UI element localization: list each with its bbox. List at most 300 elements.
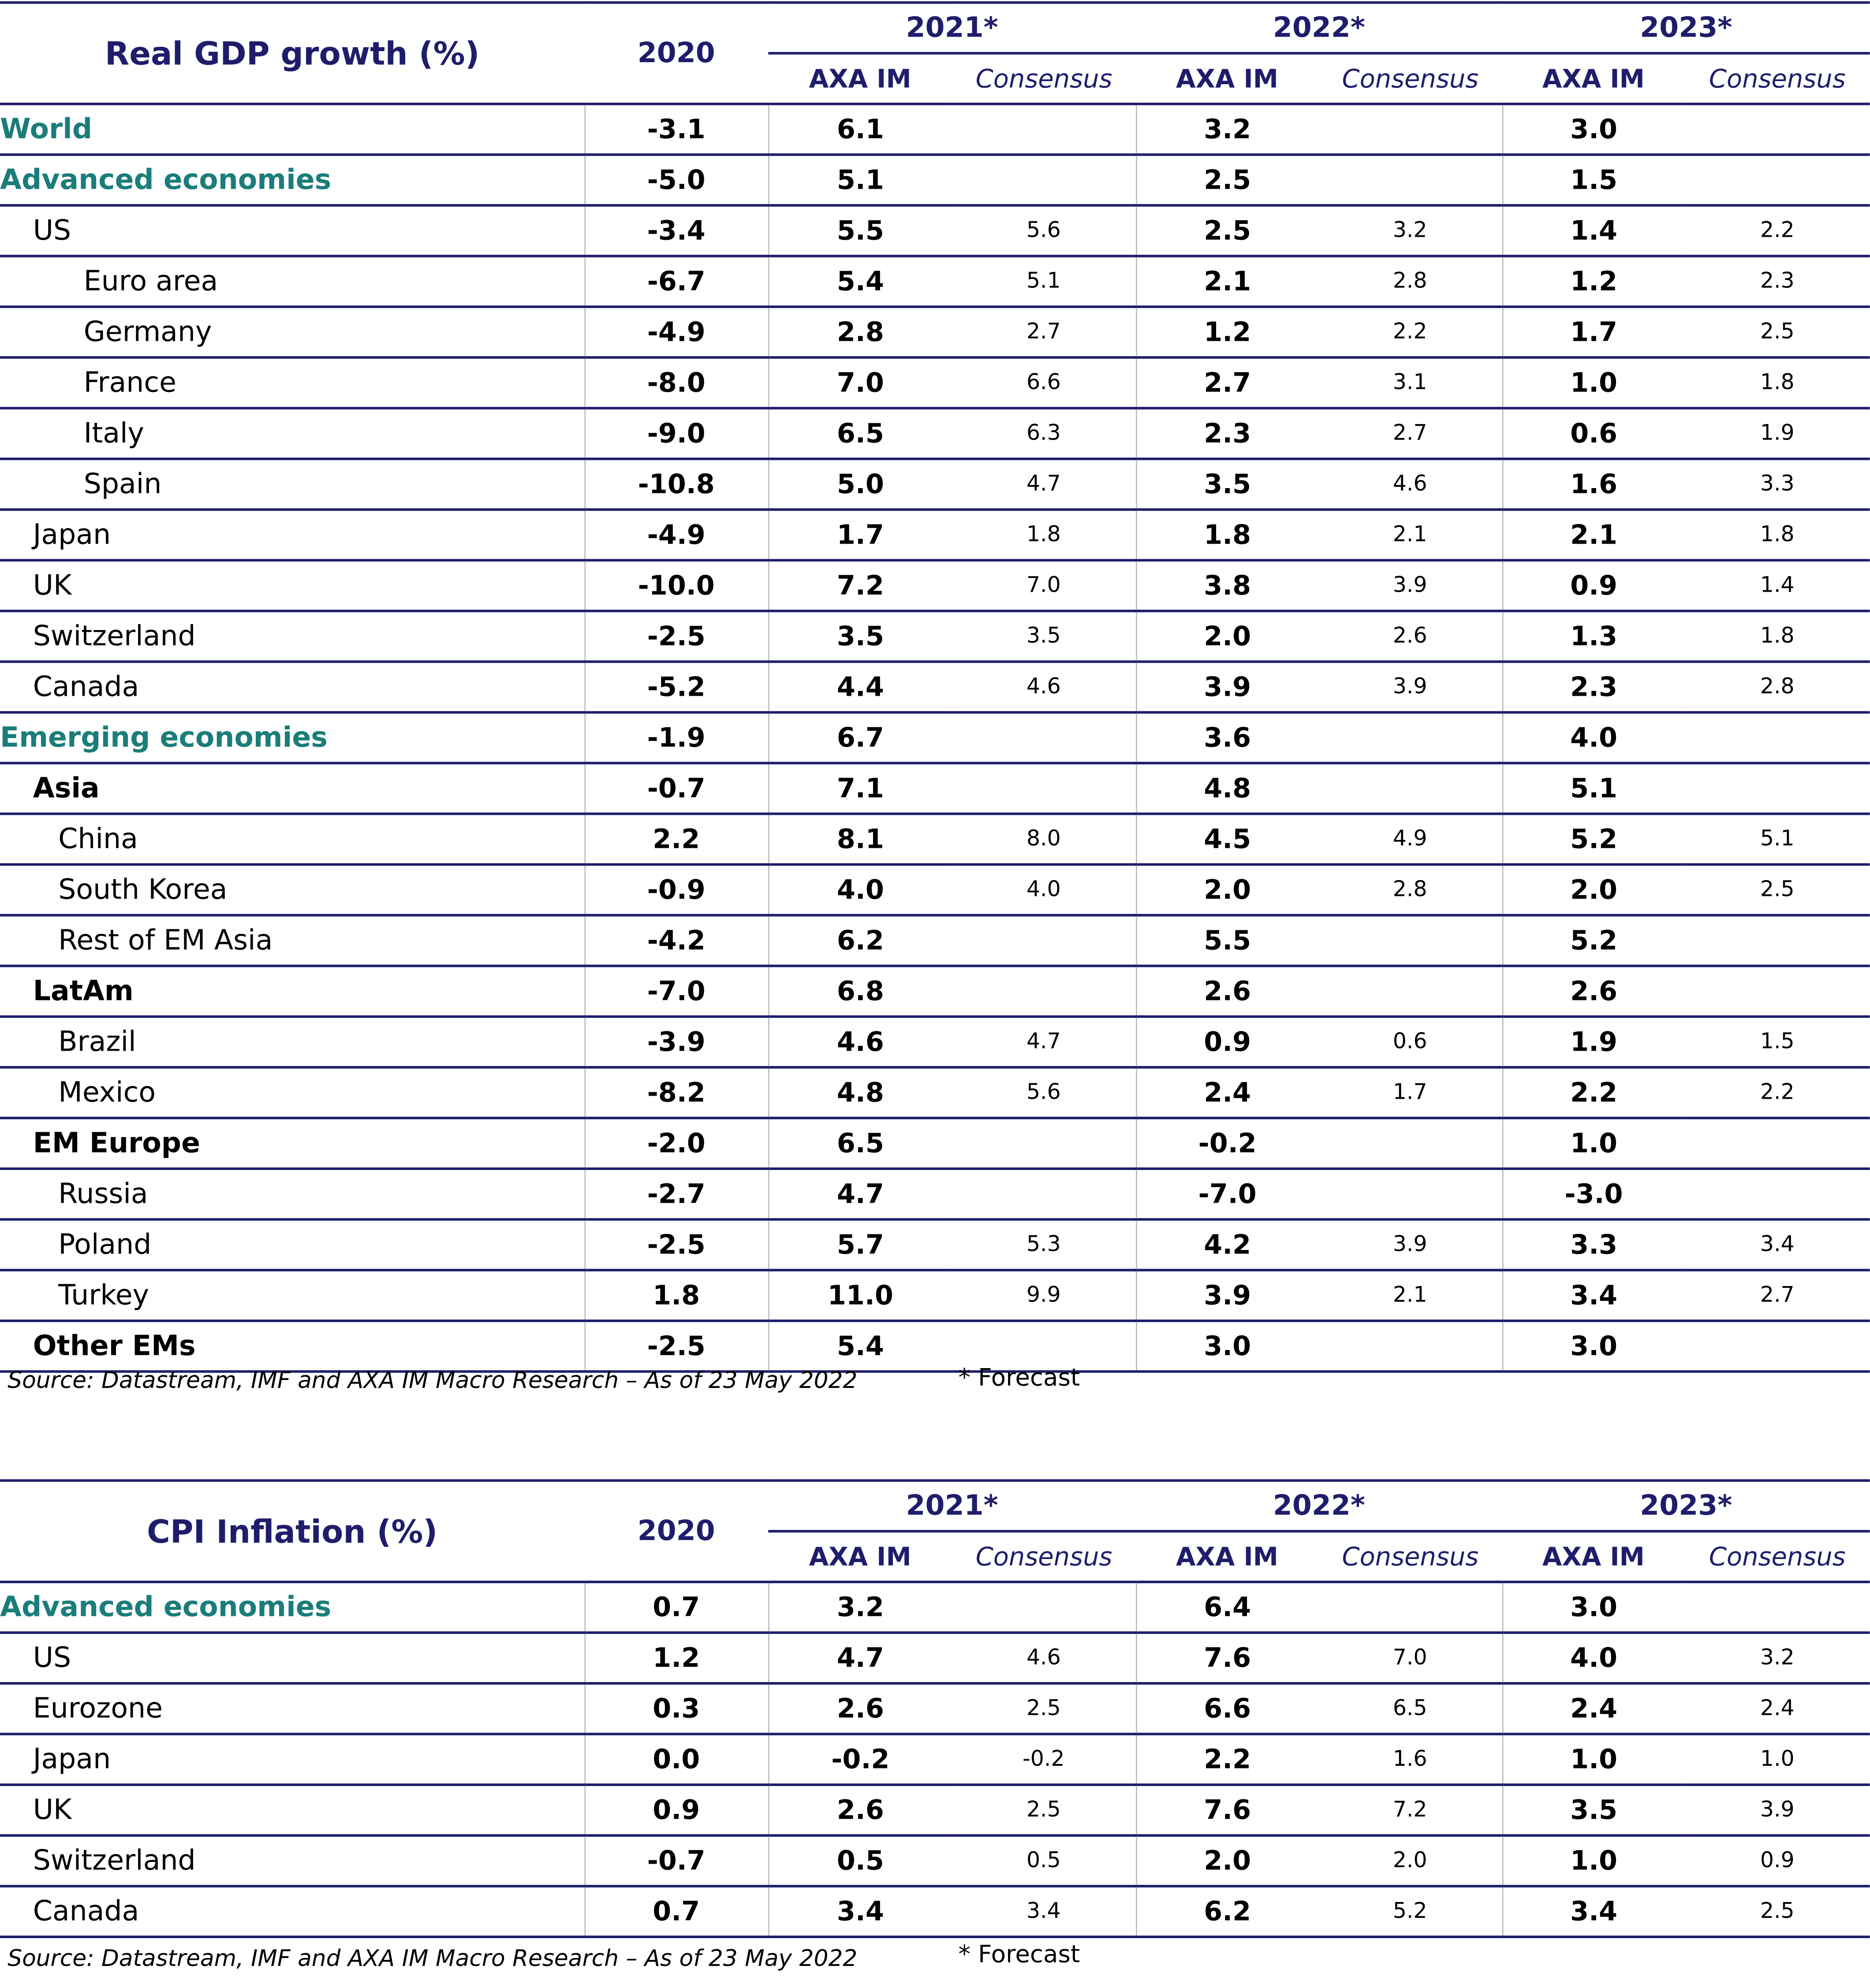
gdp-table-title: Real GDP growth (%) (0, 3, 584, 104)
cell-axa-2022: 3.5 (1136, 459, 1318, 510)
cell-axa-2022: 3.0 (1136, 1321, 1318, 1372)
table-row (0, 104, 1870, 155)
table-row (0, 611, 1870, 662)
cell-axa-2022: -0.2 (1136, 1118, 1318, 1169)
row-label: Rest of EM Asia (0, 915, 584, 966)
row-label: Advanced economies (0, 155, 584, 205)
cell-value-2020: -2.5 (584, 1220, 768, 1270)
cell-axa-2022: 1.2 (1136, 307, 1318, 358)
table-row (0, 459, 1870, 510)
cell-consensus-2023: 0.9 (1685, 1835, 1870, 1886)
cell-axa-2022: 3.9 (1136, 662, 1318, 712)
cell-axa-2023: 2.1 (1502, 510, 1685, 560)
row-label: Germany (0, 307, 584, 358)
cell-consensus-2023: 2.5 (1685, 307, 1870, 358)
cell-consensus-2023: 2.5 (1685, 865, 1870, 915)
cell-consensus-2022: 2.6 (1318, 611, 1502, 662)
cell-consensus-2022: 2.8 (1318, 256, 1502, 307)
cpi-sub-axa-2021: AXA IM (768, 1531, 952, 1582)
cell-consensus-2021: 6.3 (952, 408, 1136, 459)
cell-consensus-2022: 5.2 (1318, 1886, 1502, 1937)
row-label: Poland (0, 1220, 584, 1270)
cell-value-2020: -7.0 (584, 966, 768, 1017)
cell-value-2020: -0.9 (584, 865, 768, 915)
cell-axa-2022: 5.5 (1136, 915, 1318, 966)
cell-axa-2022: -7.0 (1136, 1169, 1318, 1220)
cell-value-2020: -2.0 (584, 1118, 768, 1169)
row-label: China (0, 814, 584, 865)
row-label: LatAm (0, 966, 584, 1017)
cpi-year-2021: 2021* (768, 1481, 1136, 1531)
cell-consensus-2023 (1685, 155, 1870, 205)
cell-value-2020: -2.5 (584, 1321, 768, 1372)
cell-consensus-2021: 8.0 (952, 814, 1136, 865)
row-label: Switzerland (0, 1835, 584, 1886)
cell-consensus-2023: 3.4 (1685, 1220, 1870, 1270)
table-row (0, 1118, 1870, 1169)
cell-consensus-2022: 3.9 (1318, 1220, 1502, 1270)
row-label: Spain (0, 459, 584, 510)
cell-axa-2022: 2.0 (1136, 865, 1318, 915)
cell-consensus-2022: 7.2 (1318, 1785, 1502, 1835)
cell-value-2020: 2.2 (584, 814, 768, 865)
cell-axa-2023: 2.2 (1502, 1067, 1685, 1118)
cell-consensus-2022: 3.1 (1318, 358, 1502, 408)
cell-axa-2023: 1.0 (1502, 1835, 1685, 1886)
cell-consensus-2021: 3.5 (952, 611, 1136, 662)
table-row (0, 1683, 1870, 1734)
cell-axa-2021: 6.5 (768, 408, 952, 459)
cell-value-2020: -4.2 (584, 915, 768, 966)
cell-axa-2023: 1.4 (1502, 205, 1685, 256)
cell-value-2020: -2.5 (584, 611, 768, 662)
cell-axa-2021: 4.8 (768, 1067, 952, 1118)
cell-value-2020: -3.4 (584, 205, 768, 256)
cell-axa-2021: 5.7 (768, 1220, 952, 1270)
cell-value-2020: -5.2 (584, 662, 768, 712)
row-label: UK (0, 1785, 584, 1835)
cell-consensus-2021 (952, 712, 1136, 763)
cpi-table (0, 1479, 1870, 1938)
cell-axa-2023: -3.0 (1502, 1169, 1685, 1220)
cell-consensus-2021: 4.0 (952, 865, 1136, 915)
cell-axa-2023: 1.0 (1502, 358, 1685, 408)
cell-axa-2022: 2.0 (1136, 1835, 1318, 1886)
cell-consensus-2022 (1318, 104, 1502, 155)
cell-consensus-2023 (1685, 1118, 1870, 1169)
row-label: South Korea (0, 865, 584, 915)
row-label: Switzerland (0, 611, 584, 662)
cell-axa-2021: 6.1 (768, 104, 952, 155)
cell-axa-2021: 7.2 (768, 560, 952, 611)
cell-axa-2023: 1.0 (1502, 1118, 1685, 1169)
cell-value-2020: -0.7 (584, 1835, 768, 1886)
cell-axa-2023: 3.0 (1502, 1321, 1685, 1372)
cell-consensus-2022: 7.0 (1318, 1633, 1502, 1683)
cpi-sub-consensus-2023: Consensus (1685, 1531, 1870, 1582)
cell-axa-2022: 2.0 (1136, 611, 1318, 662)
cell-axa-2021: 6.8 (768, 966, 952, 1017)
cell-consensus-2021 (952, 966, 1136, 1017)
row-label: EM Europe (0, 1118, 584, 1169)
cell-axa-2022: 2.6 (1136, 966, 1318, 1017)
row-label: Euro area (0, 256, 584, 307)
cell-consensus-2023: 3.9 (1685, 1785, 1870, 1835)
cpi-sub-consensus-2021: Consensus (952, 1531, 1136, 1582)
cell-axa-2021: 5.4 (768, 1321, 952, 1372)
cell-consensus-2023 (1685, 1321, 1870, 1372)
row-label: US (0, 205, 584, 256)
cell-consensus-2022: 0.6 (1318, 1017, 1502, 1067)
cell-consensus-2023: 3.2 (1685, 1633, 1870, 1683)
row-label: Canada (0, 662, 584, 712)
cell-axa-2021: 2.6 (768, 1683, 952, 1734)
cell-value-2020: 0.3 (584, 1683, 768, 1734)
cell-axa-2022: 4.2 (1136, 1220, 1318, 1270)
cell-consensus-2022: 4.9 (1318, 814, 1502, 865)
cell-consensus-2021: 3.4 (952, 1886, 1136, 1937)
cell-axa-2023: 3.4 (1502, 1886, 1685, 1937)
cell-axa-2022: 3.6 (1136, 712, 1318, 763)
cell-consensus-2021 (952, 104, 1136, 155)
cell-axa-2023: 2.3 (1502, 662, 1685, 712)
cell-axa-2023: 1.5 (1502, 155, 1685, 205)
cell-consensus-2021: 6.6 (952, 358, 1136, 408)
cell-axa-2022: 2.5 (1136, 205, 1318, 256)
cell-consensus-2023 (1685, 915, 1870, 966)
cell-axa-2022: 7.6 (1136, 1633, 1318, 1683)
cell-axa-2021: 5.5 (768, 205, 952, 256)
cell-axa-2021: 7.0 (768, 358, 952, 408)
cell-axa-2021: 5.4 (768, 256, 952, 307)
cell-axa-2021: 5.0 (768, 459, 952, 510)
cell-axa-2023: 1.3 (1502, 611, 1685, 662)
cell-consensus-2021: 4.7 (952, 459, 1136, 510)
cell-consensus-2023 (1685, 104, 1870, 155)
cell-value-2020: -3.9 (584, 1017, 768, 1067)
cell-axa-2021: 4.7 (768, 1169, 952, 1220)
cell-consensus-2023: 1.8 (1685, 358, 1870, 408)
cell-consensus-2023: 2.4 (1685, 1683, 1870, 1734)
cell-value-2020: 1.2 (584, 1633, 768, 1683)
table-row (0, 560, 1870, 611)
gdp-forecast-note: * Forecast (958, 1364, 1080, 1392)
cell-axa-2021: 4.7 (768, 1633, 952, 1683)
cell-consensus-2023: 1.5 (1685, 1017, 1870, 1067)
row-label: Italy (0, 408, 584, 459)
cell-value-2020: -8.2 (584, 1067, 768, 1118)
cell-consensus-2021: 5.3 (952, 1220, 1136, 1270)
cell-axa-2023: 0.6 (1502, 408, 1685, 459)
cell-consensus-2022 (1318, 712, 1502, 763)
cell-consensus-2021: -0.2 (952, 1734, 1136, 1785)
cell-axa-2023: 5.1 (1502, 763, 1685, 814)
cpi-sub-axa-2023: AXA IM (1502, 1531, 1685, 1582)
cell-consensus-2021: 7.0 (952, 560, 1136, 611)
cell-consensus-2022: 2.1 (1318, 510, 1502, 560)
cell-consensus-2021: 4.7 (952, 1017, 1136, 1067)
table-row (0, 307, 1870, 358)
row-label: Canada (0, 1886, 584, 1937)
cell-consensus-2022: 2.7 (1318, 408, 1502, 459)
cell-axa-2022: 3.9 (1136, 1270, 1318, 1321)
cell-value-2020: -10.0 (584, 560, 768, 611)
cell-axa-2021: 7.1 (768, 763, 952, 814)
table-row (0, 1785, 1870, 1835)
cell-consensus-2022: 2.1 (1318, 1270, 1502, 1321)
row-label: US (0, 1633, 584, 1683)
row-label: Emerging economies (0, 712, 584, 763)
cell-consensus-2022: 3.9 (1318, 560, 1502, 611)
table-row (0, 1886, 1870, 1937)
table-row (0, 662, 1870, 712)
cell-value-2020: -1.9 (584, 712, 768, 763)
table-row (0, 408, 1870, 459)
row-label: World (0, 104, 584, 155)
table-row (0, 1734, 1870, 1785)
gdp-header-row-years (0, 3, 1870, 53)
cell-consensus-2022: 4.6 (1318, 459, 1502, 510)
cpi-forecast-note: * Forecast (958, 1940, 1080, 1969)
cell-axa-2023: 3.5 (1502, 1785, 1685, 1835)
gdp-sub-consensus-2022: Consensus (1318, 53, 1502, 104)
cell-axa-2023: 2.4 (1502, 1683, 1685, 1734)
gdp-sub-axa-2023: AXA IM (1502, 53, 1685, 104)
gdp-year-2023: 2023* (1502, 3, 1870, 53)
table-row (0, 1633, 1870, 1683)
cell-consensus-2022: 3.2 (1318, 205, 1502, 256)
cell-axa-2021: 6.5 (768, 1118, 952, 1169)
cell-consensus-2022: 6.5 (1318, 1683, 1502, 1734)
cell-axa-2023: 3.3 (1502, 1220, 1685, 1270)
cell-consensus-2022: 3.9 (1318, 662, 1502, 712)
gdp-source-note: Source: Datastream, IMF and AXA IM Macro Research – As of 23 May 2022 (7, 1368, 858, 1395)
row-label: Japan (0, 510, 584, 560)
cell-axa-2021: 6.7 (768, 712, 952, 763)
cell-axa-2022: 2.2 (1136, 1734, 1318, 1785)
cell-axa-2023: 3.4 (1502, 1270, 1685, 1321)
row-label: Mexico (0, 1067, 584, 1118)
table-row (0, 865, 1870, 915)
cell-value-2020: 0.0 (584, 1734, 768, 1785)
cell-consensus-2021 (952, 1118, 1136, 1169)
cell-consensus-2023: 2.2 (1685, 1067, 1870, 1118)
table-row (0, 155, 1870, 205)
cell-consensus-2021 (952, 915, 1136, 966)
cell-consensus-2022 (1318, 155, 1502, 205)
cpi-col-2020: 2020 (584, 1481, 768, 1582)
gdp-table (0, 1, 1870, 1373)
cell-value-2020: -9.0 (584, 408, 768, 459)
cell-axa-2021: 5.1 (768, 155, 952, 205)
cell-value-2020: 0.7 (584, 1582, 768, 1633)
cell-axa-2022: 4.5 (1136, 814, 1318, 865)
table-row (0, 1169, 1870, 1220)
cell-axa-2021: 3.4 (768, 1886, 952, 1937)
table-row (0, 256, 1870, 307)
cpi-sub-consensus-2022: Consensus (1318, 1531, 1502, 1582)
gdp-sub-axa-2021: AXA IM (768, 53, 952, 104)
cell-value-2020: -6.7 (584, 256, 768, 307)
gdp-sub-axa-2022: AXA IM (1136, 53, 1318, 104)
cell-axa-2022: 6.2 (1136, 1886, 1318, 1937)
cpi-table-title: CPI Inflation (%) (0, 1481, 584, 1582)
cell-consensus-2023: 2.7 (1685, 1270, 1870, 1321)
cell-consensus-2021: 4.6 (952, 1633, 1136, 1683)
cell-value-2020: 0.7 (584, 1886, 768, 1937)
cell-value-2020: -4.9 (584, 510, 768, 560)
cell-consensus-2023: 5.1 (1685, 814, 1870, 865)
row-label: Advanced economies (0, 1582, 584, 1633)
cell-axa-2023: 3.0 (1502, 104, 1685, 155)
cell-axa-2022: 2.4 (1136, 1067, 1318, 1118)
row-label: Eurozone (0, 1683, 584, 1734)
cell-value-2020: -0.7 (584, 763, 768, 814)
row-label: Russia (0, 1169, 584, 1220)
cell-axa-2023: 1.6 (1502, 459, 1685, 510)
cell-axa-2022: 1.8 (1136, 510, 1318, 560)
cell-consensus-2021 (952, 1582, 1136, 1633)
cell-consensus-2021: 4.6 (952, 662, 1136, 712)
cell-consensus-2022 (1318, 966, 1502, 1017)
cell-consensus-2021: 2.5 (952, 1785, 1136, 1835)
cell-axa-2022: 3.8 (1136, 560, 1318, 611)
cell-axa-2023: 5.2 (1502, 814, 1685, 865)
gdp-sub-consensus-2021: Consensus (952, 53, 1136, 104)
cell-consensus-2023: 2.8 (1685, 662, 1870, 712)
table-row (0, 712, 1870, 763)
table-row (0, 510, 1870, 560)
cell-consensus-2022 (1318, 915, 1502, 966)
table-row (0, 915, 1870, 966)
cell-axa-2023: 1.7 (1502, 307, 1685, 358)
row-label: Asia (0, 763, 584, 814)
cell-consensus-2021 (952, 1169, 1136, 1220)
cell-consensus-2023: 1.0 (1685, 1734, 1870, 1785)
cell-consensus-2023: 2.3 (1685, 256, 1870, 307)
row-label: France (0, 358, 584, 408)
gdp-year-2022: 2022* (1136, 3, 1502, 53)
cell-axa-2022: 0.9 (1136, 1017, 1318, 1067)
cell-value-2020: -3.1 (584, 104, 768, 155)
cell-consensus-2021: 2.7 (952, 307, 1136, 358)
cell-consensus-2021: 1.8 (952, 510, 1136, 560)
table-row (0, 966, 1870, 1017)
cell-axa-2022: 2.1 (1136, 256, 1318, 307)
table-row (0, 358, 1870, 408)
gdp-sub-consensus-2023: Consensus (1685, 53, 1870, 104)
table-row (0, 1582, 1870, 1633)
cell-axa-2021: 2.8 (768, 307, 952, 358)
cell-axa-2022: 2.7 (1136, 358, 1318, 408)
cell-value-2020: 1.8 (584, 1270, 768, 1321)
cpi-year-2023: 2023* (1502, 1481, 1870, 1531)
cell-axa-2022: 4.8 (1136, 763, 1318, 814)
cell-axa-2021: 4.4 (768, 662, 952, 712)
table-row (0, 1017, 1870, 1067)
cell-axa-2021: -0.2 (768, 1734, 952, 1785)
gdp-col-2020: 2020 (584, 3, 768, 104)
cell-consensus-2022 (1318, 1169, 1502, 1220)
cell-axa-2021: 4.0 (768, 865, 952, 915)
cell-consensus-2023 (1685, 1582, 1870, 1633)
cell-consensus-2023: 2.2 (1685, 205, 1870, 256)
cell-consensus-2021: 0.5 (952, 1835, 1136, 1886)
cell-consensus-2022: 1.7 (1318, 1067, 1502, 1118)
cell-consensus-2021: 5.6 (952, 205, 1136, 256)
cell-axa-2023: 1.9 (1502, 1017, 1685, 1067)
cell-consensus-2023: 1.4 (1685, 560, 1870, 611)
row-label: Japan (0, 1734, 584, 1785)
table-row (0, 1067, 1870, 1118)
cell-axa-2021: 11.0 (768, 1270, 952, 1321)
cell-consensus-2023: 2.5 (1685, 1886, 1870, 1937)
cell-consensus-2022: 2.2 (1318, 307, 1502, 358)
cell-axa-2023: 1.0 (1502, 1734, 1685, 1785)
table-row (0, 1835, 1870, 1886)
cell-axa-2021: 3.2 (768, 1582, 952, 1633)
cell-consensus-2022 (1318, 763, 1502, 814)
row-label: Other EMs (0, 1321, 584, 1372)
cell-consensus-2023 (1685, 712, 1870, 763)
cell-axa-2021: 6.2 (768, 915, 952, 966)
cpi-header-row-years (0, 1481, 1870, 1531)
cell-axa-2023: 2.0 (1502, 865, 1685, 915)
cell-consensus-2023: 1.9 (1685, 408, 1870, 459)
cell-axa-2021: 2.6 (768, 1785, 952, 1835)
cell-axa-2021: 4.6 (768, 1017, 952, 1067)
cell-value-2020: -4.9 (584, 307, 768, 358)
cell-consensus-2021 (952, 763, 1136, 814)
cell-axa-2021: 0.5 (768, 1835, 952, 1886)
cell-consensus-2023: 1.8 (1685, 611, 1870, 662)
cell-consensus-2022 (1318, 1118, 1502, 1169)
cell-value-2020: -8.0 (584, 358, 768, 408)
cell-consensus-2021: 9.9 (952, 1270, 1136, 1321)
cell-consensus-2021: 2.5 (952, 1683, 1136, 1734)
cell-consensus-2022: 2.0 (1318, 1835, 1502, 1886)
table-row (0, 814, 1870, 865)
cell-value-2020: -10.8 (584, 459, 768, 510)
cpi-year-2022: 2022* (1136, 1481, 1502, 1531)
cell-consensus-2023: 1.8 (1685, 510, 1870, 560)
cpi-sub-axa-2022: AXA IM (1136, 1531, 1318, 1582)
cell-value-2020: 0.9 (584, 1785, 768, 1835)
cell-axa-2023: 0.9 (1502, 560, 1685, 611)
cell-axa-2022: 3.2 (1136, 104, 1318, 155)
cell-value-2020: -5.0 (584, 155, 768, 205)
cell-axa-2021: 3.5 (768, 611, 952, 662)
cell-axa-2023: 4.0 (1502, 712, 1685, 763)
cell-axa-2021: 8.1 (768, 814, 952, 865)
cell-axa-2023: 5.2 (1502, 915, 1685, 966)
table-row (0, 1321, 1870, 1372)
cell-axa-2023: 1.2 (1502, 256, 1685, 307)
cell-axa-2022: 6.4 (1136, 1582, 1318, 1633)
cell-axa-2022: 7.6 (1136, 1785, 1318, 1835)
cell-consensus-2022: 2.8 (1318, 865, 1502, 915)
cell-axa-2023: 3.0 (1502, 1582, 1685, 1633)
cell-consensus-2022 (1318, 1582, 1502, 1633)
cpi-source-note: Source: Datastream, IMF and AXA IM Macro Research – As of 23 May 2022 (7, 1946, 858, 1973)
cell-value-2020: -2.7 (584, 1169, 768, 1220)
cell-consensus-2023 (1685, 763, 1870, 814)
cell-consensus-2021 (952, 155, 1136, 205)
cell-axa-2022: 2.3 (1136, 408, 1318, 459)
cell-consensus-2023 (1685, 1169, 1870, 1220)
cell-axa-2022: 2.5 (1136, 155, 1318, 205)
cell-consensus-2023: 3.3 (1685, 459, 1870, 510)
